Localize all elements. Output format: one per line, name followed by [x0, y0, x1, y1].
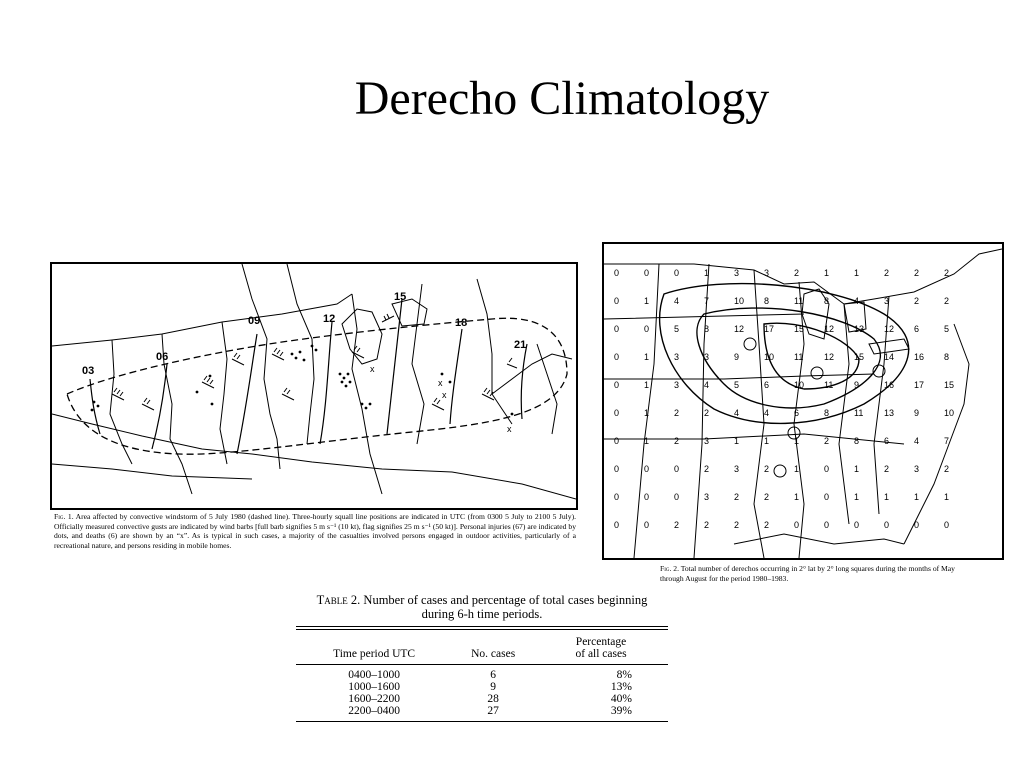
- count-number: 10: [794, 380, 805, 390]
- cell-percentage: 39%: [610, 705, 632, 717]
- count-number: 3: [704, 492, 710, 502]
- squall-time-label: 12: [323, 313, 336, 325]
- derecho-count-map-figure: [602, 242, 1004, 560]
- count-number: 2: [704, 520, 710, 530]
- table-rule: [296, 721, 668, 722]
- count-number: 0: [614, 436, 620, 446]
- count-number: 2: [674, 520, 680, 530]
- count-number: 17: [764, 324, 775, 334]
- fig2-caption: [660, 564, 960, 583]
- count-number: 2: [734, 492, 740, 502]
- count-number: 1: [734, 436, 740, 446]
- count-number: 3: [674, 352, 680, 362]
- header-percentage-line1: Percentage: [575, 636, 627, 648]
- count-number: 3: [674, 380, 680, 390]
- count-number: 15: [794, 324, 805, 334]
- count-number: 8: [854, 436, 860, 446]
- svg-text:x: x: [442, 390, 447, 400]
- cell-percentage: 40%: [610, 693, 632, 705]
- count-number: 1: [644, 380, 650, 390]
- count-number: 0: [614, 324, 620, 334]
- table-row: [296, 669, 668, 681]
- count-number: 11: [824, 380, 834, 390]
- count-number: 11: [794, 296, 804, 306]
- fig1-caption-body: Area affected by convective windstorm of 5 July 1980 (dashed line). Three-hourly squall line positions are indicated in UTC (from 0300 5 July to 2100 5 July). Officially measured convective gusts are indicated by wind barbs [full barb signifies 5 m s⁻¹ (10 kt), flag signifies 25 m s⁻¹ (50 kt)]. Personal injuries (67) are indicated by dots, and deaths (6) are shown by an “x”. As is typical in such cases, a majority of the casualties involved persons engaged in outdoor activities, particularly of a recreational nature, and persons residing in mobile homes.: [54, 512, 576, 550]
- count-number: 2: [764, 464, 770, 474]
- count-number: 8: [944, 352, 950, 362]
- count-number: 0: [614, 268, 620, 278]
- count-number: 1: [764, 436, 770, 446]
- fig1-caption: [54, 512, 576, 550]
- count-number: 2: [704, 408, 710, 418]
- state-boundary: [754, 270, 764, 558]
- count-number: 10: [734, 296, 745, 306]
- count-number: 4: [854, 296, 860, 306]
- count-number: 0: [914, 520, 920, 530]
- count-number: 0: [614, 464, 620, 474]
- boundary-line: [412, 284, 424, 444]
- count-number: 0: [644, 464, 650, 474]
- table2-caption: [296, 593, 668, 621]
- count-number: 0: [674, 492, 680, 502]
- count-number: 4: [674, 296, 680, 306]
- squall-time-label: 15: [394, 291, 407, 303]
- windstorm-map: [52, 264, 576, 508]
- count-number: 2: [704, 464, 710, 474]
- squall-line-18: [450, 329, 462, 424]
- count-number: 1: [854, 268, 860, 278]
- count-number: 8: [824, 408, 830, 418]
- count-number: 8: [704, 324, 710, 334]
- table2-caption-lead: Table 2.: [316, 593, 361, 607]
- count-number: 0: [614, 380, 620, 390]
- boundary-line: [477, 279, 512, 424]
- cell-cases: 9: [490, 681, 497, 693]
- count-number: 0: [614, 296, 620, 306]
- count-number: 3: [734, 464, 740, 474]
- count-number: 7: [944, 436, 950, 446]
- boundary-line: [220, 322, 227, 464]
- table-row: [296, 681, 668, 693]
- boundary-line: [492, 354, 572, 394]
- count-number: 0: [794, 520, 800, 530]
- cell-period: 0400–1000: [348, 669, 400, 681]
- count-number: 14: [884, 352, 895, 362]
- count-number: 1: [884, 492, 890, 502]
- count-number: 1: [644, 352, 650, 362]
- squall-time-label: 21: [514, 339, 527, 351]
- count-number: 1: [644, 436, 650, 446]
- count-number: 1: [794, 464, 800, 474]
- count-number: 13: [884, 408, 895, 418]
- count-number: 2: [884, 268, 890, 278]
- count-number: 2: [794, 268, 800, 278]
- count-number: 0: [614, 492, 620, 502]
- cell-period: 1600–2200: [348, 693, 400, 705]
- count-number: 2: [884, 464, 890, 474]
- count-number: 5: [944, 324, 950, 334]
- injury-dots: [91, 345, 514, 416]
- count-number: 3: [704, 436, 710, 446]
- count-number: 2: [824, 436, 830, 446]
- squall-time-label: 03: [82, 365, 95, 377]
- cell-percentage: 8%: [616, 669, 632, 681]
- count-number: 12: [824, 324, 835, 334]
- header-time-period: Time period UTC: [333, 648, 416, 660]
- squall-line-09: [237, 334, 257, 454]
- cell-percentage: 13%: [610, 681, 632, 693]
- count-number: 0: [854, 520, 860, 530]
- count-number: 2: [764, 520, 770, 530]
- table-rule: [296, 664, 668, 665]
- fig1-caption-lead: Fig. 1.: [54, 512, 74, 521]
- squall-time-label: 09: [248, 315, 261, 327]
- count-number: 1: [824, 268, 830, 278]
- squall-line-12: [320, 322, 332, 444]
- count-number: 15: [854, 352, 865, 362]
- svg-text:x: x: [370, 364, 375, 374]
- count-number: 1: [644, 408, 650, 418]
- count-number: 5: [674, 324, 680, 334]
- svg-text:x: x: [438, 378, 443, 388]
- count-number: 6: [764, 380, 770, 390]
- boundary-line: [52, 414, 576, 499]
- count-number: 10: [764, 352, 775, 362]
- header-percentage-line2: of all cases: [575, 648, 627, 660]
- count-number: 16: [914, 352, 925, 362]
- squall-line-06: [152, 364, 167, 449]
- count-number: 8: [764, 296, 770, 306]
- count-number: 1: [794, 436, 800, 446]
- count-number: 16: [884, 380, 895, 390]
- count-number: 7: [704, 296, 710, 306]
- count-number: 2: [674, 436, 680, 446]
- count-number: 13: [854, 324, 865, 334]
- count-number: 2: [734, 520, 740, 530]
- contour-line: [764, 323, 859, 389]
- circled-maximum: [811, 367, 823, 379]
- count-number: 0: [614, 520, 620, 530]
- svg-text:x: x: [507, 424, 512, 434]
- table-row: [296, 705, 668, 717]
- count-number: 3: [734, 268, 740, 278]
- count-number: 2: [914, 268, 920, 278]
- count-number: 2: [944, 268, 950, 278]
- count-numbers: [614, 268, 954, 530]
- count-number: 4: [764, 408, 770, 418]
- derecho-count-map: [604, 244, 1002, 558]
- count-number: 15: [944, 380, 955, 390]
- table2-block: [296, 593, 668, 722]
- count-number: 2: [764, 492, 770, 502]
- lake: [342, 309, 382, 364]
- count-number: 3: [764, 268, 770, 278]
- count-number: 0: [824, 492, 830, 502]
- count-number: 0: [824, 464, 830, 474]
- count-number: 1: [944, 492, 950, 502]
- count-number: 12: [884, 324, 895, 334]
- fig2-caption-body: Total number of derechos occurring in 2° lat by 2° long squares during the months of May through August for the period 1980–1983.: [660, 564, 955, 583]
- fig2-caption-lead: Fig. 2.: [660, 564, 679, 573]
- table-rule: [296, 626, 668, 627]
- lake: [392, 299, 427, 326]
- count-number: 3: [914, 464, 920, 474]
- count-number: 1: [914, 492, 920, 502]
- count-number: 1: [854, 464, 860, 474]
- count-number: 0: [884, 520, 890, 530]
- count-number: 0: [614, 408, 620, 418]
- state-boundary: [604, 374, 874, 379]
- count-number: 11: [854, 408, 864, 418]
- count-number: 1: [794, 492, 800, 502]
- squall-time-label: 18: [455, 317, 468, 329]
- count-number: 0: [944, 520, 950, 530]
- contour-line: [660, 284, 909, 424]
- count-number: 4: [704, 380, 710, 390]
- count-number: 0: [644, 492, 650, 502]
- count-number: 6: [884, 436, 890, 446]
- boundary-line: [52, 464, 252, 479]
- boundary-line: [242, 264, 280, 469]
- count-number: 2: [674, 408, 680, 418]
- count-number: 8: [824, 296, 830, 306]
- count-number: 1: [644, 296, 650, 306]
- count-number: 0: [644, 324, 650, 334]
- count-number: 3: [704, 352, 710, 362]
- count-number: 4: [734, 408, 740, 418]
- count-number: 5: [734, 380, 740, 390]
- count-number: 10: [944, 408, 955, 418]
- count-number: 9: [734, 352, 740, 362]
- table2-caption-line2: during 6-h time periods.: [421, 607, 543, 621]
- count-number: 1: [704, 268, 710, 278]
- table-header-row: [296, 630, 668, 664]
- circled-maximum: [744, 338, 756, 350]
- count-number: 9: [914, 408, 920, 418]
- squall-time-label: 06: [156, 351, 169, 363]
- count-number: 0: [614, 352, 620, 362]
- count-number: 12: [824, 352, 835, 362]
- squall-line-15: [387, 299, 402, 434]
- header-percentage: [534, 630, 668, 664]
- count-number: 17: [914, 380, 925, 390]
- coastline: [537, 344, 557, 434]
- cell-period: 1000–1600: [348, 681, 400, 693]
- count-number: 1: [854, 492, 860, 502]
- count-number: 2: [944, 464, 950, 474]
- cell-cases: 6: [490, 669, 497, 681]
- count-number: 0: [644, 268, 650, 278]
- table-row: [296, 693, 668, 705]
- count-number: 11: [794, 352, 804, 362]
- boundary-line: [110, 340, 132, 464]
- count-number: 6: [914, 324, 920, 334]
- circled-maximum: [774, 465, 786, 477]
- count-number: 4: [914, 436, 920, 446]
- count-number: 6: [794, 408, 800, 418]
- windstorm-map-figure: [50, 262, 578, 510]
- table2-caption-line1: Number of cases and percentage of total cases beginning: [360, 593, 648, 607]
- squall-line-21: [521, 344, 527, 419]
- cell-cases: 27: [487, 705, 499, 717]
- cell-period: 2200–0400: [348, 705, 400, 717]
- slide-title: Derecho Climatology: [354, 72, 770, 125]
- count-number: 9: [854, 380, 860, 390]
- count-number: 2: [944, 296, 950, 306]
- count-number: 0: [674, 464, 680, 474]
- count-number: 3: [884, 296, 890, 306]
- count-number: 2: [914, 296, 920, 306]
- header-no-cases: No. cases: [471, 648, 516, 660]
- count-number: 0: [674, 268, 680, 278]
- count-number: 0: [824, 520, 830, 530]
- count-number: 12: [734, 324, 745, 334]
- table2: [296, 630, 668, 717]
- cell-cases: 28: [487, 693, 499, 705]
- count-number: 0: [644, 520, 650, 530]
